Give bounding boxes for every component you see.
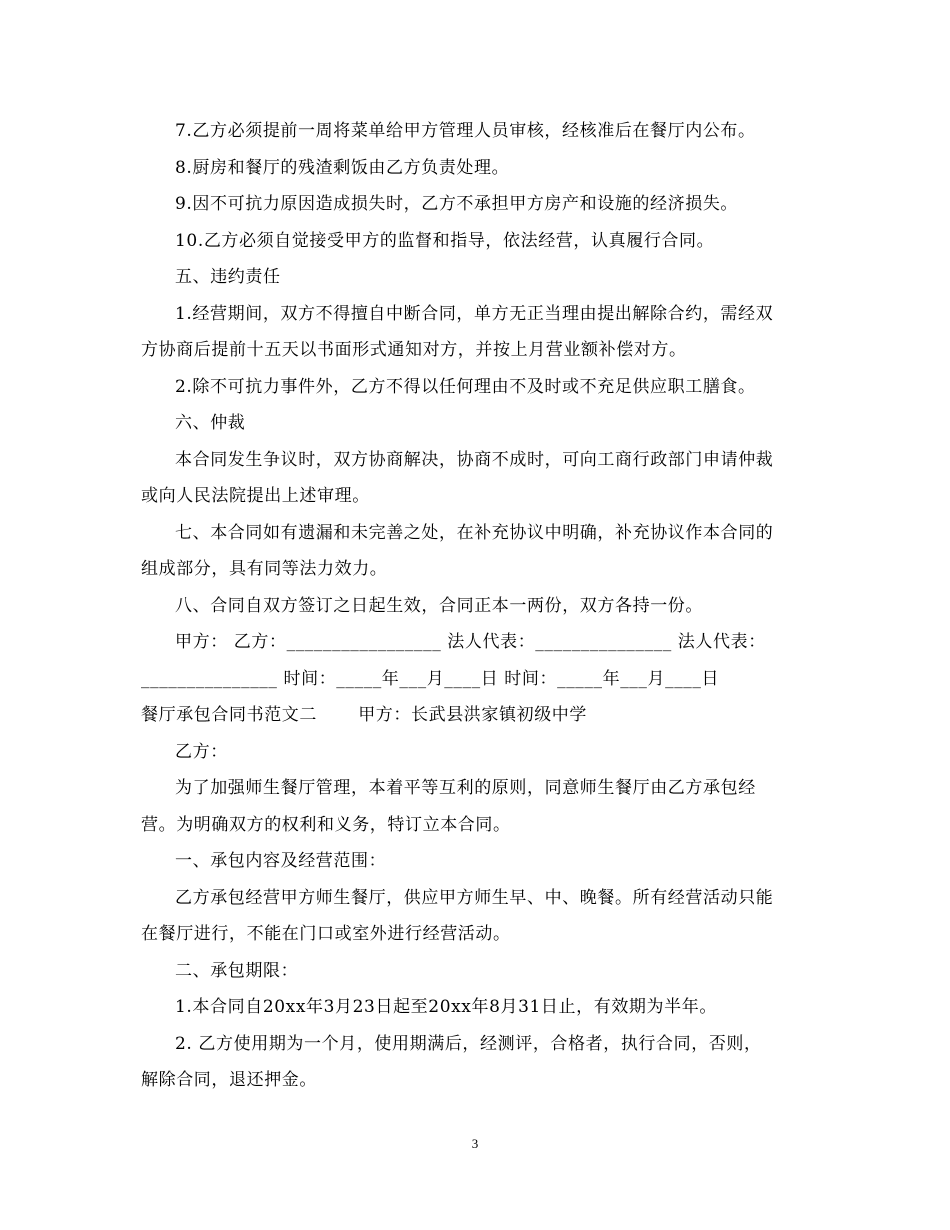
page-number: 3 bbox=[471, 1136, 479, 1151]
section-heading: 二、承包期限： bbox=[175, 961, 299, 981]
paragraph-line: 8.厨房和餐厅的残渣剩饭由乙方负责处理。 bbox=[175, 158, 510, 178]
document-subtitle: 餐厅承包合同书范文二 甲方：长武县洪家镇初级中学 bbox=[141, 705, 588, 725]
paragraph-line: 组成部分，具有同等法力效力。 bbox=[141, 559, 388, 579]
paragraph-line: 2.除不可抗力事件外，乙方不得以任何理由不及时或不充足供应职工膳食。 bbox=[175, 377, 756, 397]
signature-line: 甲方： 乙方：_________________ 法人代表：_______________ 法人代表： bbox=[175, 632, 766, 652]
paragraph-line: 10.乙方必须自觉接受甲方的监督和指导，依法经营，认真履行合同。 bbox=[175, 231, 715, 251]
paragraph-line: 乙方承包经营甲方师生餐厅，供应甲方师生早、中、晚餐。所有经营活动只能 bbox=[175, 888, 774, 908]
paragraph-line: 八、合同自双方签订之日起生效，合同正本一两份，双方各持一份。 bbox=[175, 596, 703, 616]
paragraph-line: 9.因不可抗力原因造成损失时，乙方不承担甲方房产和设施的经济损失。 bbox=[175, 194, 739, 214]
paragraph-line: 1.经营期间，双方不得擅自中断合同，单方无正当理由提出解除合约，需经双 bbox=[175, 304, 774, 324]
paragraph-line: 在餐厅进行，不能在门口或室外进行经营活动。 bbox=[141, 924, 511, 944]
section-heading: 一、承包内容及经营范围： bbox=[175, 851, 387, 871]
paragraph-line: 2. 乙方使用期为一个月，使用期满后，经测评，合格者，执行合同，否则， bbox=[175, 1034, 762, 1054]
signature-line: _______________ 时间：_____年___月____日 时间：_____年___月____日 bbox=[141, 669, 720, 689]
paragraph-line: 乙方： bbox=[175, 742, 228, 762]
paragraph-line: 1.本合同自20xx年3月23日起至20xx年8月31日止，有效期为半年。 bbox=[175, 997, 717, 1017]
paragraph-line: 解除合同，退还押金。 bbox=[141, 1070, 317, 1090]
section-heading: 五、违约责任 bbox=[175, 267, 281, 287]
paragraph-line: 为了加强师生餐厅管理，本着平等互利的原则，同意师生餐厅由乙方承包经 bbox=[175, 778, 756, 798]
paragraph-line: 七、本合同如有遗漏和未完善之处，在补充协议中明确，补充协议作本合同的 bbox=[175, 523, 774, 543]
paragraph-line: 7.乙方必须提前一周将菜单给甲方管理人员审核，经核准后在餐厅内公布。 bbox=[175, 121, 756, 141]
paragraph-line: 本合同发生争议时，双方协商解决，协商不成时，可向工商行政部门申请仲裁 bbox=[175, 450, 774, 470]
paragraph-line: 方协商后提前十五天以书面形式通知对方，并按上月营业额补偿对方。 bbox=[141, 340, 687, 360]
section-heading: 六、仲裁 bbox=[175, 413, 246, 433]
paragraph-line: 或向人民法院提出上述审理。 bbox=[141, 486, 370, 506]
paragraph-line: 营。为明确双方的权利和义务，特订立本合同。 bbox=[141, 815, 511, 835]
